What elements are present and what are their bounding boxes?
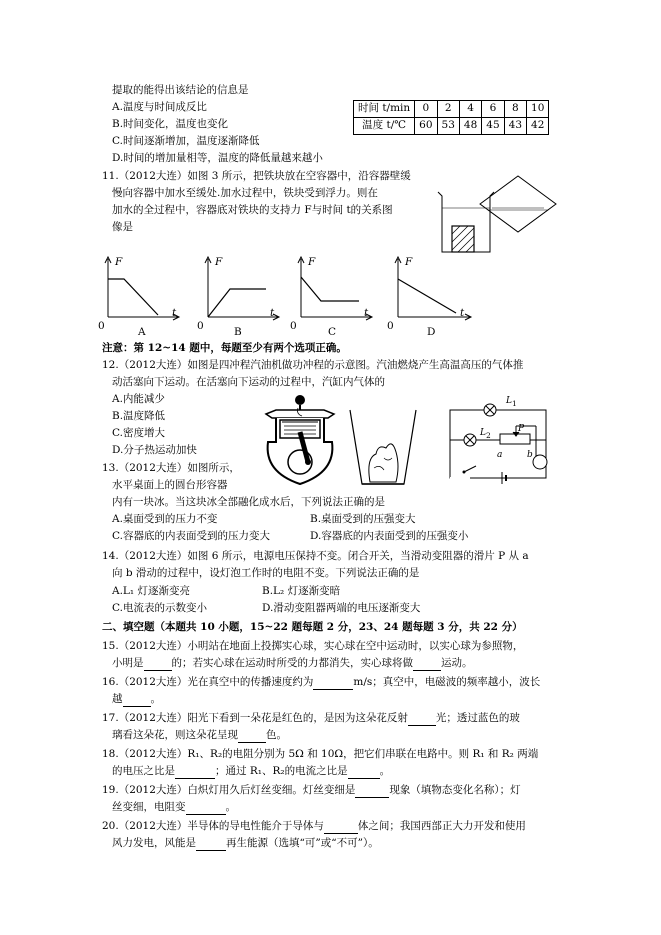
table-cell: 48 [459,118,481,135]
q12-option-a: A.内能减少 [112,393,165,405]
q11-beaker-figure [432,168,562,258]
q14-option-d: D.滑动变阻器两端的电压逐渐变大 [262,602,421,614]
answer-blank[interactable] [313,676,353,690]
q13-option-b: B.桌面受到的压强变大 [310,513,416,525]
q14-option-c: C.电流表的示数变小 [112,602,207,614]
table-row [354,101,549,118]
q20-line-1: 20.（2012大连）半导体的导电性能介于导体与 体之间；我国西部正大力开发和使用 [102,820,526,834]
engine-figure [262,392,338,488]
q13-option-c: C.容器底的内表面受到的压力变大 [112,530,270,542]
q19-line-2: 丝变细，电阻变 。 [112,801,236,815]
q10-option-d: D.时间的增加量相等，温度的降低量越来越小 [112,152,323,164]
answer-blank[interactable] [413,657,441,671]
q12-line-2: 动活塞向下运动。在活塞向下运动的过程中，汽缸内气体的 [112,376,385,388]
q11-line-4: 像是 [112,221,133,233]
answer-blank[interactable] [175,765,215,779]
q11-line-1: 11.（2012大连）如图 3 所示，把铁块放在空容器中，沿容器壁缓 [102,170,411,182]
q10-option-c: C.时间逐渐增加，温度逐渐降低 [112,135,260,147]
answer-blank[interactable] [196,837,226,851]
circuit-label-l1: $L_1$ [506,396,517,408]
answer-blank[interactable] [408,712,436,726]
graph-b-y-label: F [215,256,223,268]
graph-a-origin: 0 [98,320,105,332]
graph-b [200,255,280,335]
graph-a-label: A [138,326,146,338]
ice-container-figure [348,408,418,488]
q10-option-b: B.时间变化，温度也变化 [112,118,229,130]
circuit-label-b: b [527,450,533,460]
table-cell: 6 [482,101,504,118]
table-cell: 10 [527,101,549,118]
table-cell: 0 [415,101,437,118]
table-cell: 时间 t/min [354,101,415,118]
table-cell: 4 [459,101,481,118]
q18-line-1: 18.（2012大连）R₁、R₂的电阻分别为 5Ω 和 10Ω，把它们串联在电路中。则 R₁ 和 R₂ 两端 [102,748,539,760]
circuit-label-p: P [518,424,525,434]
graph-b-label: B [234,326,242,338]
q10-option-a: A.温度与时间成反比 [112,101,207,113]
answer-blank[interactable] [324,820,358,834]
q12-option-c: C.密度增大 [112,427,165,439]
table-cell: 2 [437,101,459,118]
graph-c-x-label: t [364,307,369,319]
table-cell: 43 [504,118,526,135]
q15-line-1: 15.（2012大连）小明站在地面上投掷实心球，实心球在空中运动时，以实心球为参照物， [102,640,524,652]
graph-c-y-label: F [308,256,316,268]
graph-a [100,255,180,335]
answer-blank[interactable] [348,765,380,779]
q18-line-2: 的电压之比是 ；通过 R₁、R₂的电流之比是 。 [112,765,390,779]
circuit-label-l2: $L_2$ [480,428,491,440]
graph-a-y-label: F [115,256,123,268]
table-cell: 53 [437,118,459,135]
graph-d-label: D [427,326,436,338]
q11-line-2: 慢向容器中加水至缓处.加水过程中，铁块受到浮力。则在 [112,187,378,199]
section-2-heading: 二、填空题（本题共 10 小题，15~22 题每题 2 分，23、24 题每题 3 分，共 22 分） [102,621,523,633]
answer-blank[interactable] [355,784,389,798]
q14-line-1: 14.（2012大连）如图 6 所示，电源电压保持不变。闭合开关，当滑动变阻器的滑片 P 从 a [102,550,529,562]
graph-c [293,255,373,335]
q10-intro: 提取的能得出该结论的信息是 [112,84,249,96]
q13-line-2: 水平桌面上的圆台形容器 [112,479,228,491]
circuit-label-a: a [497,450,503,460]
table-row [354,118,549,135]
q17-line-2: 璃看这朵花，则这朵花呈现 色。 [112,729,287,743]
temperature-table [353,100,549,135]
table-cell: 60 [415,118,437,135]
q14-option-a: A.L₁ 灯逐渐变亮 [112,585,190,597]
graph-c-label: C [328,326,337,338]
table-cell: 8 [504,101,526,118]
q12-line-1: 12.（2012大连）如图是四冲程汽油机做功冲程的示意图。汽油燃烧产生高温高压的气体推 [102,359,524,371]
q19-line-1: 19.（2012大连）白炽灯用久后灯丝变细。灯丝变细是 现象（填物态变化名称）；灯 [102,784,521,798]
table-cell: 42 [527,118,549,135]
graph-c-origin: 0 [290,320,297,332]
table-cell: 45 [482,118,504,135]
q13-line-1: 13.（2012大连）如图所示， [102,462,240,474]
q20-line-2: 风力发电，风能是 再生能源（选填“可”或“不可”）。 [112,837,379,851]
graph-d [390,255,475,335]
note-multiple-choice: 注意：第 12~14 题中，每题至少有两个选项正确。 [102,342,347,354]
q16-line-1: 16.（2012大连）光在真空中的传播速度约为 m/s；真空中，电磁波的频率越小，波长 [102,676,540,690]
q13-option-d: D.容器底的内表面受到的压强变小 [310,530,469,542]
answer-blank[interactable] [144,657,172,671]
circuit-figure [440,392,555,492]
graph-b-x-label: t [270,307,275,319]
graph-b-origin: 0 [197,320,204,332]
graph-d-y-label: F [405,256,413,268]
table-cell: 温度 t/℃ [354,118,415,135]
q15-line-2: 小明是 的；若实心球在运动时所受的力都消失，实心球将做 运动。 [112,657,473,671]
q13-line-3: 内有一块冰。当这块冰全部融化成水后，下列说法正确的是 [112,496,385,508]
graph-d-x-label: t [460,307,465,319]
q14-option-b: B.L₂ 灯逐渐变暗 [262,585,341,597]
q16-line-2: 越 。 [112,693,161,707]
graph-a-x-label: t [172,307,177,319]
q14-line-2: 向 b 滑动的过程中，设灯泡工作时的电阻不变。下列说法正确的是 [112,567,420,579]
answer-blank[interactable] [123,693,151,707]
q12-option-b: B.温度降低 [112,410,166,422]
q12-option-d: D.分子热运动加快 [112,444,197,456]
q17-line-1: 17.（2012大连）阳光下看到一朵花是红色的，是因为这朵花反射 光；透过蓝色的玻 [102,712,520,726]
graph-d-origin: 0 [387,320,394,332]
answer-blank[interactable] [238,729,266,743]
q11-line-3: 加水的全过程中，容器底对铁块的支持力 F与时间 t的关系图 [112,204,393,216]
q13-option-a: A.桌面受到的压力不变 [112,513,218,525]
answer-blank[interactable] [186,801,226,815]
